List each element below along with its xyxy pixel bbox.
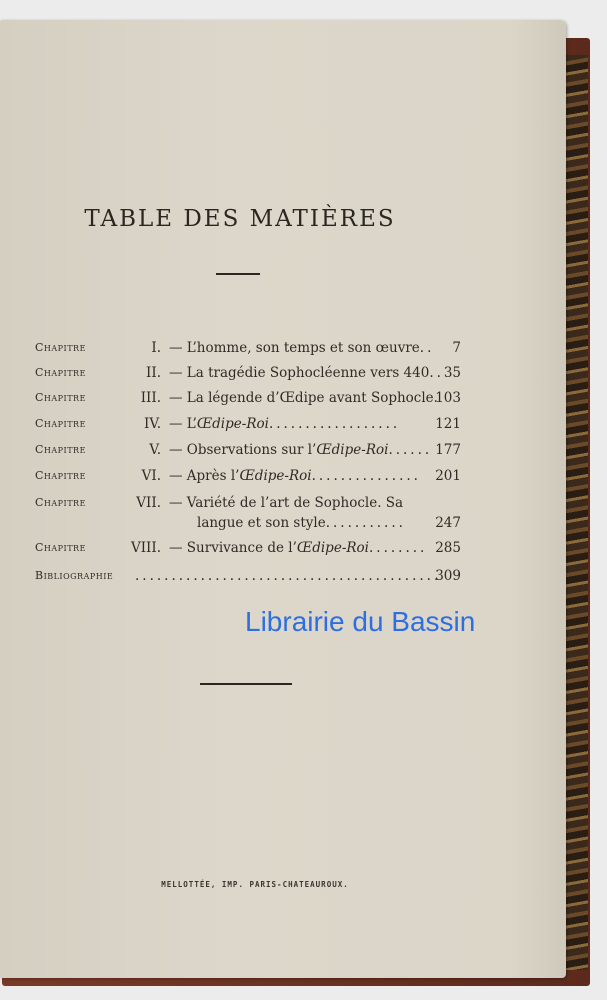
divider	[200, 683, 292, 685]
chapter-number: VIII.	[130, 540, 161, 556]
chapter-label: Chapitre	[35, 541, 86, 554]
page-number: 121	[435, 416, 461, 432]
entry-title-continued: langue et son style	[197, 515, 326, 531]
entry-title: — La tragédie Sophocléenne vers 440	[169, 365, 430, 381]
entry-title: — Survivance de l’	[169, 540, 297, 556]
chapter-label: Chapitre	[35, 469, 86, 482]
toc-entry	[35, 538, 461, 558]
page-number: 201	[435, 468, 461, 484]
printer-imprint: MELLOTTÉE, IMP. PARIS-CHATEAUROUX.	[161, 880, 349, 889]
entry-title: — Observations sur l’	[169, 442, 317, 458]
chapter-number: III.	[140, 390, 161, 406]
page-number: 247	[435, 515, 461, 531]
leader-dots: ...............	[311, 468, 421, 484]
page-title: TABLE DES MATIÈRES	[84, 206, 396, 232]
entry-title-italic: Œdipe-Roi	[196, 416, 269, 432]
toc-entry	[35, 414, 461, 434]
chapter-label: Chapitre	[35, 391, 86, 404]
entry-title: — La légende d’Œdipe avant Sophocle.	[169, 390, 438, 406]
leader-dots: ...........	[325, 515, 406, 531]
page-number: 35	[443, 365, 461, 381]
entry-title-italic: Œdipe-Roi	[296, 540, 369, 556]
chapter-number: IV.	[143, 416, 161, 432]
chapter-number: VII.	[136, 495, 161, 511]
toc-entry	[35, 440, 461, 460]
chapter-label: Chapitre	[35, 496, 86, 509]
chapter-label: Chapitre	[35, 366, 86, 379]
page-number: 309	[435, 568, 461, 584]
toc-entry	[35, 466, 461, 486]
chapter-label: Chapitre	[35, 341, 86, 354]
leader-dots: ......	[388, 442, 433, 458]
chapter-number: II.	[146, 365, 161, 381]
chapter-label: Chapitre	[35, 417, 86, 430]
page-number: 7	[452, 340, 461, 356]
entry-title: — L’homme, son temps et son œuvre	[169, 340, 420, 356]
bibliography-label: Bibliographie	[35, 569, 114, 582]
toc-entry	[35, 566, 461, 586]
toc-entry	[35, 388, 461, 408]
toc-entry	[35, 363, 461, 383]
page-number: 285	[435, 540, 461, 556]
leader-dots: ........	[369, 540, 428, 556]
chapter-number: VI.	[141, 468, 161, 484]
leader-dots: ..	[429, 365, 444, 381]
leader-dots: ..................	[268, 416, 401, 432]
leader-dots: ..........................................	[135, 568, 442, 584]
chapter-number: I.	[151, 340, 161, 356]
entry-title-italic: Œdipe-Roi	[239, 468, 312, 484]
chapter-label: Chapitre	[35, 443, 86, 456]
page-number: 177	[435, 442, 461, 458]
watermark: Librairie du Bassin	[245, 606, 476, 637]
page-number: 103	[435, 390, 461, 406]
chapter-number: V.	[149, 442, 161, 458]
entry-title-italic: Œdipe-Roi	[316, 442, 389, 458]
entry-title: — Après l’	[169, 468, 240, 484]
entry-title: — L’	[169, 416, 197, 432]
leader-dots: ..	[419, 340, 435, 356]
entry-title: — Variété de l’art de Sophocle. Sa	[169, 495, 404, 511]
toc-entry	[35, 338, 461, 358]
divider	[216, 273, 260, 275]
toc-entry	[35, 493, 461, 531]
